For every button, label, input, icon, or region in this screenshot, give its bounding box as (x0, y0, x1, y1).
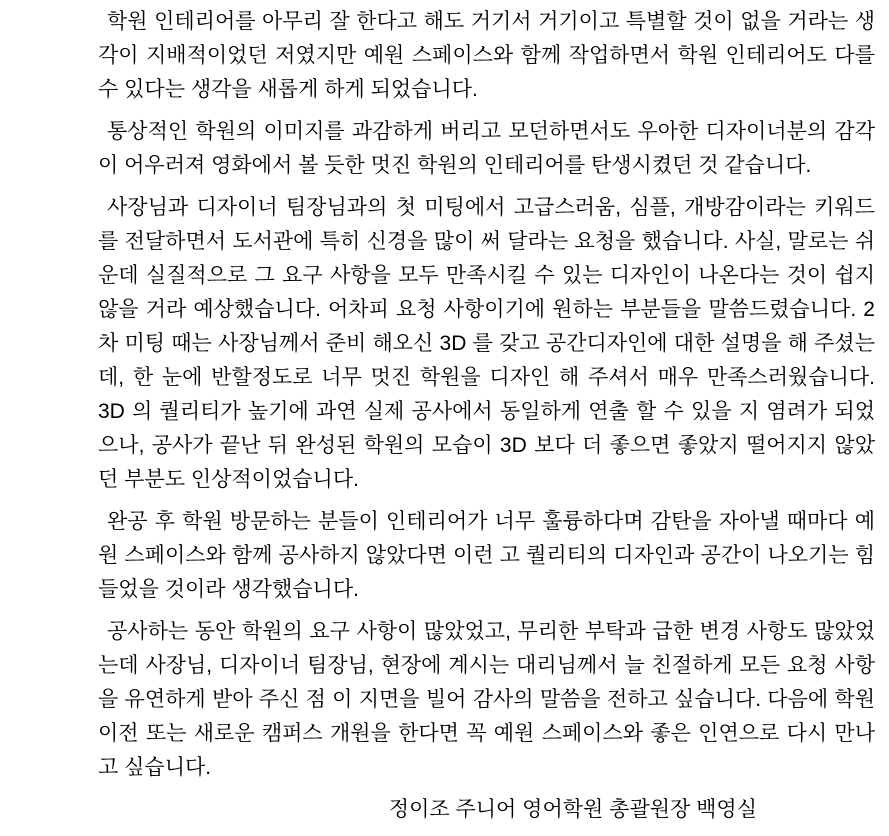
paragraph-completion: 완공 후 학원 방문하는 분들이 인테리어가 너무 훌륭하다며 감탄을 자아낼 때마다 예원 스페이스와 함께 공사하지 않았다면 이런 고 퀄리티의 디자인과 공간이 나오기는 힘들었을 것이라 생각했습니다. (98, 510, 875, 601)
signature-line: 정이조 주니어 영어학원 총괄원장 백영실 (388, 798, 757, 821)
paragraph-thanks: 공사하는 동안 학원의 요구 사항이 많았었고, 무리한 부탁과 급한 변경 사항도 많았었는데 사장님, 디자이너 팀장님, 현장에 계시는 대리님께서 늘 친절하게 모든 요청 사항을 유연하게 받아 주신 점 이 지면을 빌어 감사의 말씀을 전하고 싶습니다. 다음에 학원 이전 또는 새로운 캠퍼스 개원을 한다면 꼭 예원 스페이스와 좋은 인연으로 다시 만나고 싶습니다. (98, 620, 875, 779)
paragraph-meetings: 사장님과 디자이너 팀장님과의 첫 미팅에서 고급스러움, 심플, 개방감이라는 키워드를 전달하면서 도서관에 특히 신경을 많이 써 달라는 요청을 했습니다. 사실, 말로는 쉬운데 실질적으로 그 요구 사항을 모두 만족시킬 수 있는 디자인이 나온다는 것이 쉽지 않을 거라 예상했습니다. 어차피 요청 사항이기에 원하는 부분들을 말씀드렸습니다. 2차 미팅 때는 사장님께서 준비 해오신 3D 를 갖고 공간디자인에 대한 설명을 해 주셨는데, 한 눈에 반할정도로 너무 멋진 학원을 디자인 해 주셔서 매우 만족스러웠습니다. 3D 의 퀄리티가 높기에 과연 실제 공사에서 동일하게 연출 할 수 있을 지 염려가 되었으나, 공사가 끝난 뒤 완성된 학원의 모습이 3D 보다 더 좋으면 좋았지 떨어지지 않았던 부분도 인상적이었습니다. (98, 196, 875, 491)
paragraph-image: 통상적인 학원의 이미지를 과감하게 버리고 모던하면서도 우아한 디자이너분의 감각이 어우러져 영화에서 볼 듯한 멋진 학원의 인테리어를 탄생시켰던 것 같습니다. (98, 120, 875, 177)
paragraph-intro: 학원 인테리어를 아무리 잘 한다고 해도 거기서 거기이고 특별할 것이 없을 거라는 생각이 지배적이었던 저였지만 예원 스페이스와 함께 작업하면서 학원 인테리어도 다를 수 있다는 생각을 새롭게 하게 되었습니다. (98, 10, 875, 101)
